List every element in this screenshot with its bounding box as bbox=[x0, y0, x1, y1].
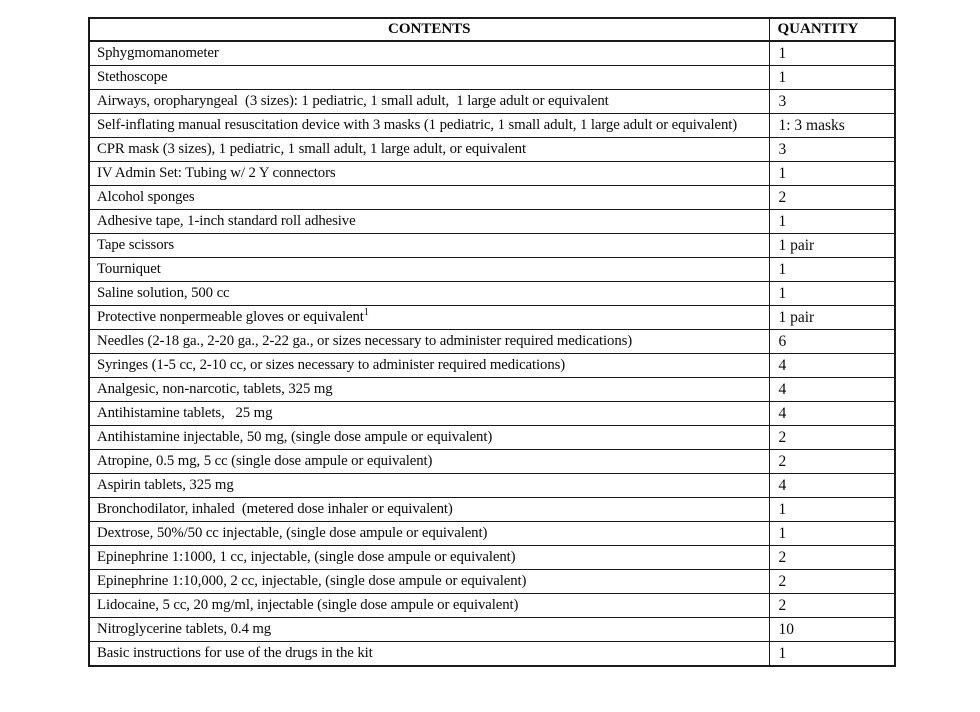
quantity-cell: 1 pair bbox=[769, 306, 895, 330]
contents-cell bbox=[89, 570, 769, 594]
contents-cell bbox=[89, 378, 769, 402]
table-row bbox=[89, 258, 895, 282]
quantity-cell: 4 bbox=[769, 354, 895, 378]
contents-cell bbox=[89, 41, 769, 66]
contents-cell bbox=[89, 258, 769, 282]
contents-column-header: CONTENTS bbox=[89, 18, 769, 41]
table-row bbox=[89, 450, 895, 474]
table-row bbox=[89, 90, 895, 114]
contents-text: Epinephrine 1:10,000, 2 cc, injectable, (single dose ampule or equivalent) bbox=[97, 573, 527, 589]
contents-text: Analgesic, non-narcotic, tablets, 325 mg bbox=[97, 381, 333, 397]
quantity-cell: 10 bbox=[769, 618, 895, 642]
contents-text: Atropine, 0.5 mg, 5 cc (single dose ampule or equivalent) bbox=[97, 453, 433, 469]
table-row bbox=[89, 210, 895, 234]
table-row bbox=[89, 474, 895, 498]
quantity-cell: 1 bbox=[769, 498, 895, 522]
table-row bbox=[89, 41, 895, 66]
contents-cell bbox=[89, 474, 769, 498]
quantity-cell: 1 pair bbox=[769, 234, 895, 258]
contents-cell bbox=[89, 402, 769, 426]
contents-text: Syringes (1-5 cc, 2-10 cc, or sizes necessary to administer required medications) bbox=[97, 357, 566, 373]
kit-table-body bbox=[89, 41, 895, 666]
contents-cell bbox=[89, 522, 769, 546]
contents-text: Self-inflating manual resuscitation device with 3 masks (1 pediatric, 1 small adult, 1 large adult or equivalent) bbox=[97, 117, 738, 133]
contents-text: Alcohol sponges bbox=[97, 189, 195, 205]
contents-text: Saline solution, 500 cc bbox=[97, 285, 230, 301]
contents-cell bbox=[89, 210, 769, 234]
quantity-cell: 6 bbox=[769, 330, 895, 354]
table-row bbox=[89, 354, 895, 378]
contents-text: Lidocaine, 5 cc, 20 mg/ml, injectable (single dose ampule or equivalent) bbox=[97, 597, 519, 613]
contents-cell bbox=[89, 426, 769, 450]
contents-text: Bronchodilator, inhaled (metered dose inhaler or equivalent) bbox=[97, 501, 453, 517]
quantity-cell: 4 bbox=[769, 378, 895, 402]
contents-cell bbox=[89, 306, 769, 330]
quantity-cell: 4 bbox=[769, 474, 895, 498]
quantity-cell: 2 bbox=[769, 426, 895, 450]
contents-text: Basic instructions for use of the drugs in the kit bbox=[97, 645, 373, 661]
table-row bbox=[89, 522, 895, 546]
contents-text: Adhesive tape, 1-inch standard roll adhesive bbox=[97, 213, 356, 229]
table-row bbox=[89, 570, 895, 594]
table-row bbox=[89, 162, 895, 186]
contents-cell bbox=[89, 138, 769, 162]
table-row bbox=[89, 282, 895, 306]
table-row bbox=[89, 114, 895, 138]
contents-cell bbox=[89, 594, 769, 618]
table-row bbox=[89, 618, 895, 642]
medical-kit-table bbox=[88, 17, 896, 667]
contents-text: Dextrose, 50%/50 cc injectable, (single dose ampule or equivalent) bbox=[97, 525, 488, 541]
table-row bbox=[89, 402, 895, 426]
quantity-cell: 2 bbox=[769, 594, 895, 618]
quantity-cell: 2 bbox=[769, 450, 895, 474]
table-row bbox=[89, 66, 895, 90]
contents-text: Epinephrine 1:1000, 1 cc, injectable, (single dose ampule or equivalent) bbox=[97, 549, 516, 565]
quantity-cell: 1: 3 masks bbox=[769, 114, 895, 138]
quantity-column-header: QUANTITY bbox=[769, 18, 895, 41]
contents-cell bbox=[89, 234, 769, 258]
quantity-cell: 3 bbox=[769, 138, 895, 162]
quantity-cell: 2 bbox=[769, 186, 895, 210]
quantity-cell: 1 bbox=[769, 162, 895, 186]
quantity-cell: 1 bbox=[769, 210, 895, 234]
contents-cell bbox=[89, 114, 769, 138]
quantity-cell: 1 bbox=[769, 642, 895, 667]
contents-text: CPR mask (3 sizes), 1 pediatric, 1 small adult, 1 large adult, or equivalent bbox=[97, 141, 526, 157]
contents-cell bbox=[89, 354, 769, 378]
quantity-cell: 2 bbox=[769, 546, 895, 570]
contents-text: Aspirin tablets, 325 mg bbox=[97, 477, 234, 493]
contents-cell bbox=[89, 330, 769, 354]
contents-cell bbox=[89, 450, 769, 474]
quantity-cell: 1 bbox=[769, 522, 895, 546]
table-row bbox=[89, 594, 895, 618]
table-row bbox=[89, 234, 895, 258]
quantity-cell: 4 bbox=[769, 402, 895, 426]
contents-text: IV Admin Set: Tubing w/ 2 Y connectors bbox=[97, 165, 336, 181]
contents-text: Tourniquet bbox=[97, 261, 161, 277]
table-row bbox=[89, 306, 895, 330]
contents-cell bbox=[89, 618, 769, 642]
table-row bbox=[89, 546, 895, 570]
contents-cell bbox=[89, 90, 769, 114]
contents-text: Airways, oropharyngeal (3 sizes): 1 pediatric, 1 small adult, 1 large adult or equivalent bbox=[97, 93, 609, 109]
contents-text: Stethoscope bbox=[97, 69, 168, 85]
table-row bbox=[89, 138, 895, 162]
table-row bbox=[89, 426, 895, 450]
quantity-cell: 1 bbox=[769, 282, 895, 306]
contents-text: Needles (2-18 ga., 2-20 ga., 2-22 ga., or sizes necessary to administer required medications) bbox=[97, 333, 633, 349]
contents-text: Antihistamine injectable, 50 mg, (single dose ampule or equivalent) bbox=[97, 429, 493, 445]
contents-cell bbox=[89, 546, 769, 570]
contents-cell bbox=[89, 498, 769, 522]
contents-cell bbox=[89, 282, 769, 306]
header-row bbox=[89, 18, 895, 41]
contents-cell bbox=[89, 642, 769, 667]
contents-text: Sphygmomanometer bbox=[97, 45, 219, 61]
quantity-cell: 1 bbox=[769, 66, 895, 90]
table-row bbox=[89, 642, 895, 667]
quantity-cell: 1 bbox=[769, 41, 895, 66]
contents-cell bbox=[89, 162, 769, 186]
table-row bbox=[89, 498, 895, 522]
table-row bbox=[89, 186, 895, 210]
contents-text: Protective nonpermeable gloves or equivalent bbox=[97, 309, 364, 325]
contents-cell bbox=[89, 66, 769, 90]
footnote-superscript: 1 bbox=[363, 307, 369, 319]
table-row bbox=[89, 330, 895, 354]
quantity-cell: 2 bbox=[769, 570, 895, 594]
quantity-cell: 1 bbox=[769, 258, 895, 282]
contents-cell bbox=[89, 186, 769, 210]
table-row bbox=[89, 378, 895, 402]
quantity-cell: 3 bbox=[769, 90, 895, 114]
contents-text: Nitroglycerine tablets, 0.4 mg bbox=[97, 621, 272, 637]
contents-text: Antihistamine tablets, 25 mg bbox=[97, 405, 273, 421]
contents-text: Tape scissors bbox=[97, 237, 174, 253]
